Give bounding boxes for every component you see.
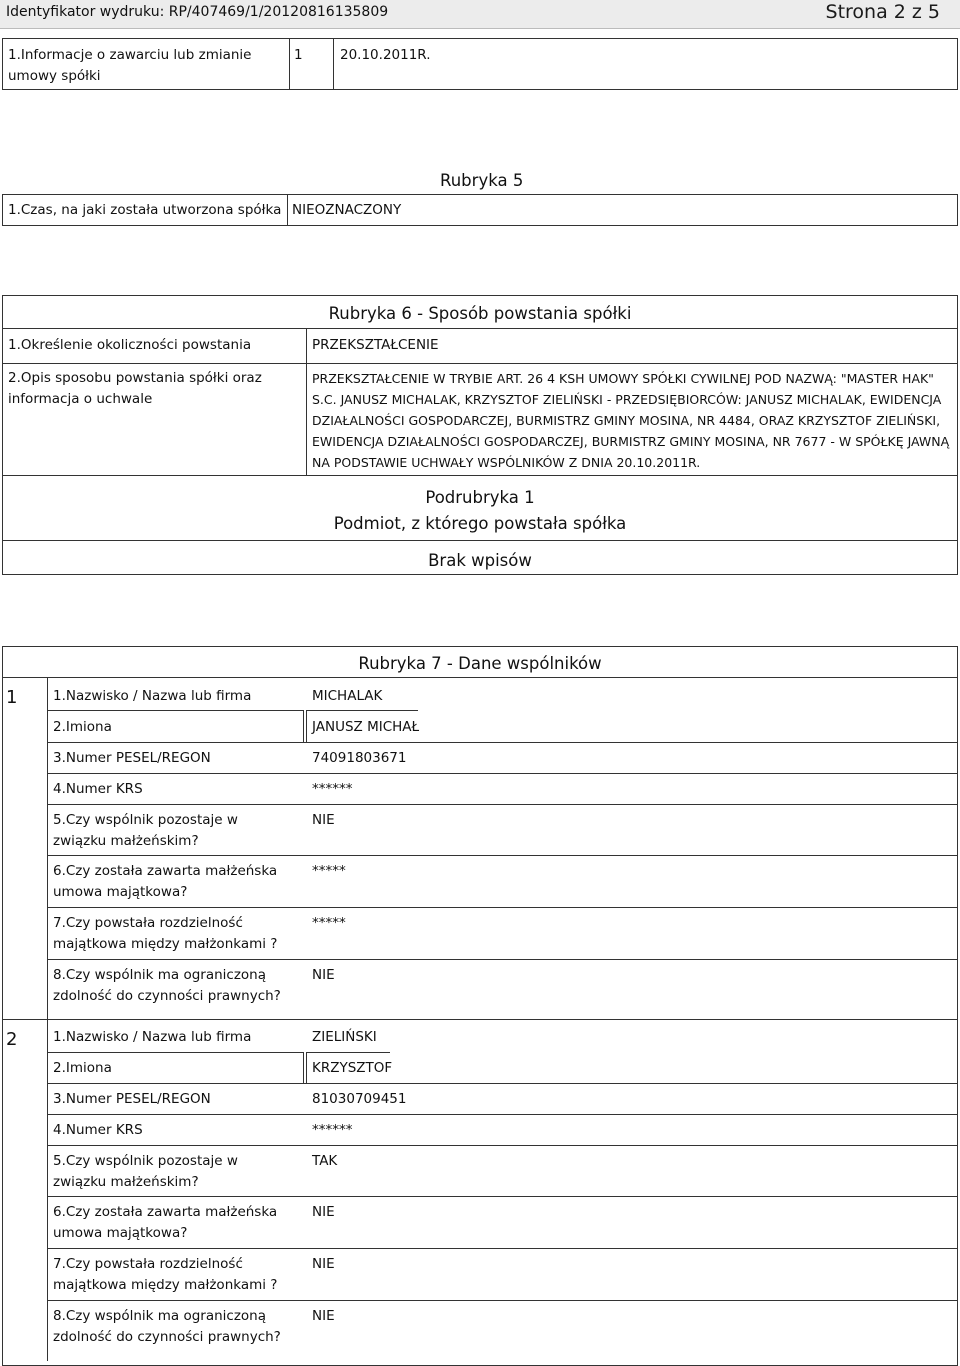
partner-index: 2 [6, 1029, 18, 1050]
partner-name: MICHALAK [312, 688, 383, 704]
partner-marriage: NIE [312, 812, 335, 828]
subsection-subtitle: Podmiot, z którego powstała spółka [333, 514, 627, 533]
duration-label: 1.Czas, na jaki została utworzona spółka [8, 202, 282, 218]
contract-info-index: 1 [294, 47, 303, 63]
rubryka6-title: Rubryka 6 - Sposób powstania spółki [328, 304, 632, 323]
partner-separation: NIE [312, 1256, 335, 1272]
partner-contract: NIE [312, 1204, 335, 1220]
krs-label: 4.Numer KRS [53, 1122, 143, 1138]
description-label: 2.Opis sposobu powstania spółki oraz informacja o uchwale [8, 370, 262, 407]
partner-contract: ***** [312, 863, 346, 879]
partner-pesel: 74091803671 [312, 750, 407, 766]
rubryka7-title: Rubryka 7 - Dane wspólników [358, 654, 602, 673]
separation-label: 7.Czy powstała rozdzielność majątkowa między małżonkami ? [53, 1256, 278, 1293]
partner-name: ZIELIŃSKI [312, 1029, 377, 1045]
contract-label: 6.Czy została zawarta małżeńska umowa majątkowa? [53, 863, 278, 900]
first-names-label: 2.Imiona [53, 1060, 112, 1076]
separation-label: 7.Czy powstała rozdzielność majątkowa między małżonkami ? [53, 915, 278, 952]
partner-index: 1 [6, 687, 18, 708]
empty-entries: Brak wpisów [428, 551, 532, 570]
first-names-label: 2.Imiona [53, 719, 112, 735]
name-label: 1.Nazwisko / Nazwa lub firma [53, 1029, 252, 1045]
circumstances-label: 1.Określenie okoliczności powstania [8, 337, 252, 353]
capacity-label: 8.Czy wspólnik ma ograniczoną zdolność do czynności prawnych? [53, 1308, 281, 1345]
partner-separation: ***** [312, 915, 346, 931]
contract-info-label: 1.Informacje o zawarciu lub zmianie umowy spółki [8, 47, 252, 84]
print-identifier: Identyfikator wydruku: RP/407469/1/20120816135809 [6, 4, 389, 20]
partner-marriage: TAK [312, 1153, 338, 1169]
partner-first-names: JANUSZ MICHAŁ [312, 719, 420, 735]
description-value: PRZEKSZTAŁCENIE W TRYBIE ART. 26 4 KSH UMOWY SPÓŁKI CYWILNEJ POD NAZWĄ: "MASTER HAK" S.C. JANUSZ MICHALAK, KRZYSZTOF ZIELIŃSKI - PRZEDSIĘBIORCÓW: JANUSZ MICHALAK, EWIDENCJA DZIAŁALNOŚCI GOSPODARCZEJ, BURMISTRZ GMINY MOSINA, NR 4484, ORAZ KRZYSZTOF ZIELIŃSKI, EWIDENCJA DZIAŁALNOŚCI GOSPODARCZEJ, BURMISTRZ GMINY MOSINA, NR 7677 - W SPÓŁKĘ JAWNĄ NA PODSTAWIE UCHWAŁY WSPÓLNIKÓW Z DNIA 20.10.2011R. [312, 371, 950, 470]
pesel-label: 3.Numer PESEL/REGON [53, 750, 211, 766]
subsection-title: Podrubryka 1 [425, 488, 535, 507]
partner-first-names: KRZYSZTOF [312, 1060, 393, 1076]
marriage-label: 5.Czy wspólnik pozostaje w związku małżeńskim? [53, 1153, 238, 1190]
page-number: Strona 2 z 5 [825, 1, 940, 23]
contract-info-date: 20.10.2011R. [340, 47, 431, 63]
krs-label: 4.Numer KRS [53, 781, 143, 797]
name-label: 1.Nazwisko / Nazwa lub firma [53, 688, 252, 704]
partner-pesel: 81030709451 [312, 1091, 407, 1107]
marriage-label: 5.Czy wspólnik pozostaje w związku małżeńskim? [53, 812, 238, 849]
partner-krs: ****** [312, 1122, 353, 1138]
contract-label: 6.Czy została zawarta małżeńska umowa majątkowa? [53, 1204, 278, 1241]
duration-value: NIEOZNACZONY [292, 202, 402, 218]
partner-capacity: NIE [312, 967, 335, 983]
circumstances-value: PRZEKSZTAŁCENIE [312, 337, 439, 353]
capacity-label: 8.Czy wspólnik ma ograniczoną zdolność do czynności prawnych? [53, 967, 281, 1004]
rubryka5-title: Rubryka 5 [440, 171, 524, 190]
partner-krs: ****** [312, 781, 353, 797]
partner-capacity: NIE [312, 1308, 335, 1324]
pesel-label: 3.Numer PESEL/REGON [53, 1091, 211, 1107]
